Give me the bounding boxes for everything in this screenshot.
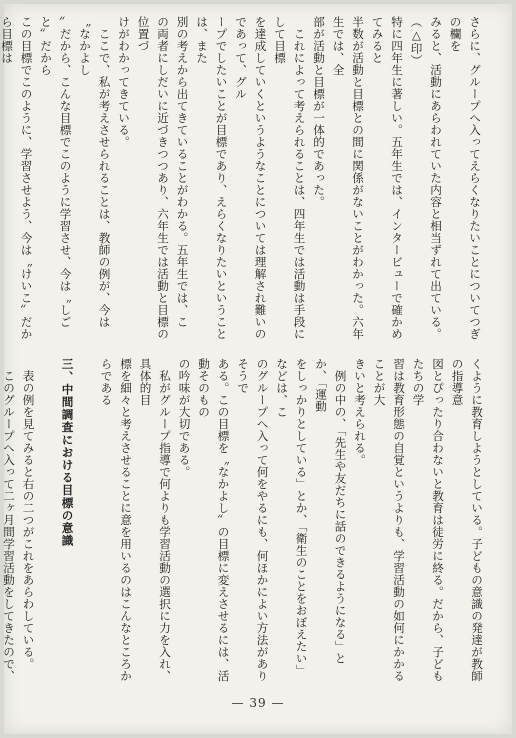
- text-line: の両者にしだいに近づきつつあり、六年生では活動と目標の位置づ: [136, 16, 170, 340]
- text-line: [38, 358, 58, 683]
- text-line: の吟味が大切である。: [177, 358, 192, 478]
- text-line: ある。この目標を〝なかよし〟の目標に変えさせるには、活動そのもの: [197, 358, 231, 682]
- text-line: 別の考えから出てきていることがわかる。五年生では、こ: [175, 16, 190, 328]
- text-line: みると、活動にあらわれていた内容と相当ずれて出ている。（△印）: [409, 16, 443, 340]
- text-line: けがわかってきている。: [117, 16, 131, 148]
- text-line: くように教育しようとしている。子どもの意識の発達が教師の指導意: [450, 358, 484, 682]
- text-line: この目標でこのように、学習させよう、今は〝けいこ〟だから目標は: [0, 16, 34, 340]
- text-line: [77, 358, 97, 683]
- text-line: きいと考えられる。: [353, 358, 367, 466]
- text-line: を達成していくというようなことについては理解され難いのであって、グル: [234, 16, 268, 340]
- text-line: 〟だから、こんな目標でこのように学習させ、今は〝しごと〟だから: [39, 16, 73, 328]
- text-line: 三、中間調査における目標の意識: [60, 358, 75, 547]
- lower-text-column: [2, 358, 486, 683]
- text-line: 部が活動と目標が一体的であった。: [312, 16, 326, 208]
- text-line: をしっかりとしている」とか、「衛生のことをおぼえたい」などは、こ: [275, 358, 309, 677]
- document-page: [0, 4, 512, 734]
- text-line: これによって考えられることは、四年生では活動は手段にして目標: [273, 16, 307, 340]
- text-line: さらに、グループへ入ってえらくなりたいことについてつぎの欄を: [448, 16, 482, 340]
- text-line: 図とぴったり合わないと教育は徒労に終る。だから、子どもたちの学: [411, 358, 445, 682]
- text-line: 私がグループ指導で何よりも学習活動の選択に力を入れ、具体的目: [138, 358, 172, 682]
- page-number: — 39 —: [231, 696, 285, 710]
- text-line: ープでしたいことが目標であり、えらくなりたいということは、また: [195, 16, 229, 340]
- text-line: 表の例を見てみると右の二つがこれをあらわしている。: [21, 358, 36, 670]
- text-line: 標を細々と考えさせることに意を用いるのはこんなところからである: [99, 358, 133, 682]
- text-line: 特に四年生に著しい。五年生では、インタービューで確かめてみると: [370, 16, 404, 340]
- text-line: このグループへ入って二ヶ月間学習活動をしてきたので、: [2, 369, 16, 682]
- text-line: 例の中の、「先生や友だちに話のできるようになる」とか、「運動: [314, 358, 348, 665]
- text-line: 半数が活動と目標との間に関係がないことがわかった。六年生では、全: [331, 16, 365, 340]
- text-line: 習は教育形態の自覚というよりも、学習活動の如何にかかることが大: [372, 358, 406, 682]
- text-line: のグループへ入って何をやるにも、何ほかによい方法がありそうで: [236, 358, 270, 682]
- text-line: ここで、私が考えさせられることは、教師の例が、今は〝なかよし: [78, 16, 112, 328]
- upper-text-column: [0, 16, 484, 343]
